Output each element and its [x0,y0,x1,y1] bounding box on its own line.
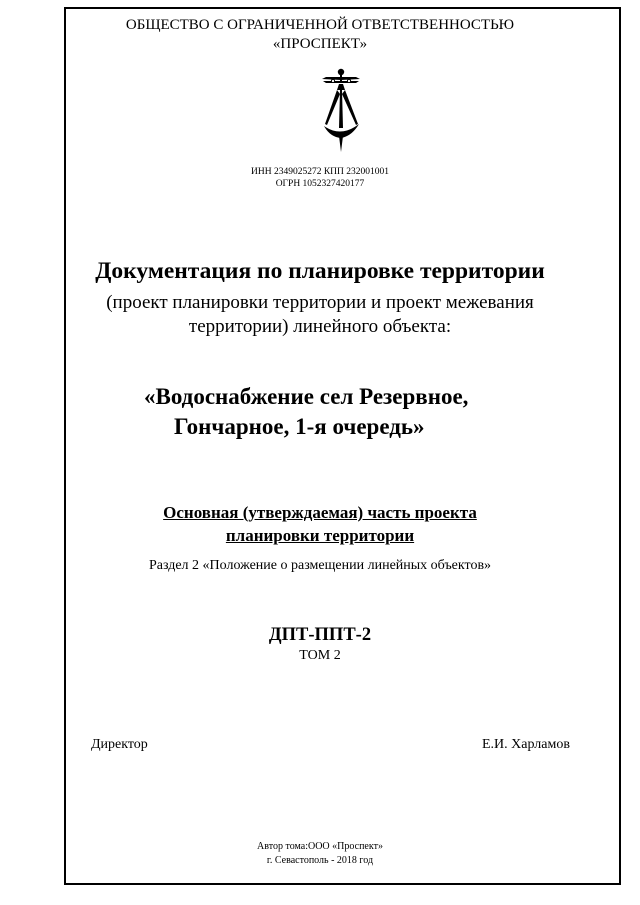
part-title-line1: Основная (утверждаемая) часть проекта [163,503,477,522]
document-code: ДПТ-ППТ-2 [268,625,372,645]
document-subtitle-line1: (проект планировки территории и проект межевания [106,292,534,313]
ogrn-line: ОГРН 1052327420177 [275,179,365,189]
city-year: г. Севастополь - 2018 год [266,855,374,866]
signatory-name: Е.И. Харламов [482,737,570,752]
compass-tripod-emblem-icon [318,66,378,156]
volume-author: Автор тома:ООО «Проспект» [257,841,383,852]
document-subtitle-line2: территории) линейного объекта: [188,316,452,337]
section-title: Раздел 2 «Положение о размещении линейных объектов» [148,558,492,573]
organization-name-line2: «ПРОСПЕКТ» [272,36,368,52]
object-name-line1: «Водоснабжение сел Резервное, [144,384,469,409]
object-name-line2: Гончарное, 1-я очередь» [174,414,425,439]
volume-number: ТОМ 2 [299,648,341,663]
inn-kpp-line: ИНН 2349025272 КПП 232001001 [250,167,389,177]
organization-name-line1: ОБЩЕСТВО С ОГРАНИЧЕННОЙ ОТВЕТСТВЕННОСТЬЮ [125,17,515,33]
signatory-role: Директор [91,737,148,752]
document-title: Документация по планировке территории [95,258,545,284]
part-title-line2: планировки территории [225,526,415,545]
